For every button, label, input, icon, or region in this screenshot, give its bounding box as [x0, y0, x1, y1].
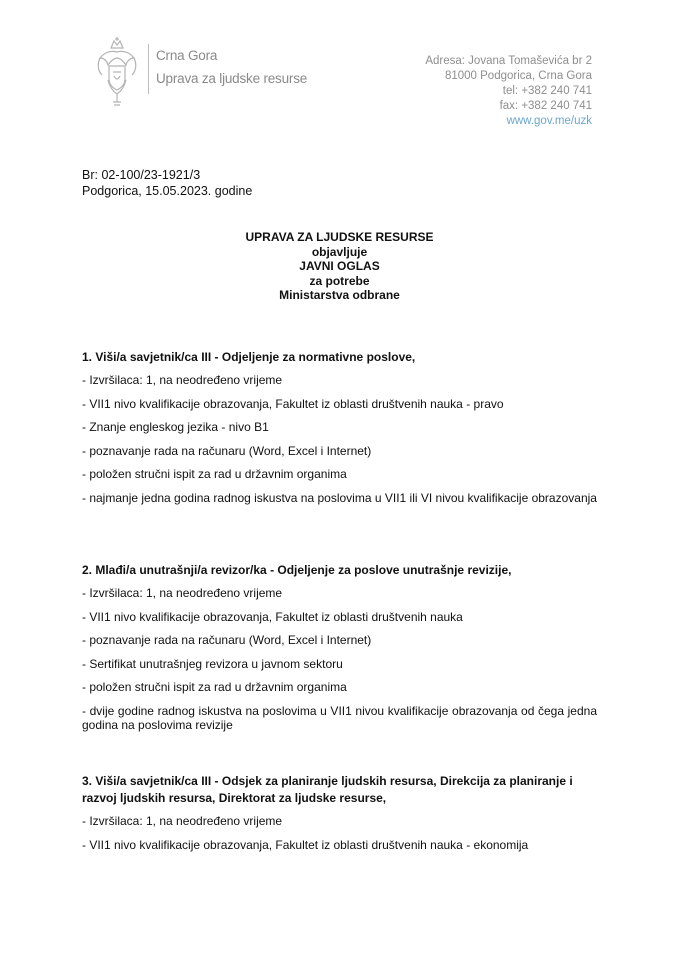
header-divider — [148, 44, 149, 94]
requirement-item: - Sertifikat unutrašnjeg revizora u javnom sektoru — [82, 656, 343, 671]
requirement-item: - VII1 nivo kvalifikacije obrazovanja, Fakultet iz oblasti društvenih nauka — [82, 609, 463, 624]
fax-line: fax: +382 240 741 — [499, 100, 592, 112]
heading-line: objavljuje — [311, 244, 368, 259]
requirement-item: - dvije godine radnog iskustva na poslovima u VII1 nivou kvalifikacije obrazovanja od čega jedna godina na poslovima revizije — [82, 703, 597, 732]
position-section-1 — [82, 349, 597, 505]
address-line: Adresa: Jovana Tomaševića br 2 — [425, 55, 592, 67]
phone-line: tel: +382 240 741 — [502, 85, 592, 97]
requirement-item: - poznavanje rada na računaru (Word, Excel i Internet) — [82, 443, 372, 458]
section-title: 3. Viši/a savjetnik/ca III - Odsjek za planiranje ljudskih resursa, Direkcija za planiranje i razvoj ljudskih resursa, Direktorat za ljudske resurse, — [82, 774, 573, 805]
org-name: Uprava za ljudske resurse — [156, 71, 308, 86]
section-title: 2. Mlađi/a unutrašnji/a revizor/ka - Odjeljenje za poslove unutrašnje revizije, — [82, 563, 512, 577]
website-link[interactable]: www.gov.me/uzk — [506, 115, 592, 127]
contact-block — [425, 54, 592, 129]
reference-number: Br: 02-100/23-1921/3 — [82, 168, 201, 182]
coat-of-arms-icon — [92, 36, 142, 108]
requirement-item: - Znanje engleskog jezika - nivo B1 — [82, 420, 269, 434]
heading-line: Ministarstva odbrane — [279, 288, 400, 302]
position-section-3 — [82, 773, 597, 852]
requirement-item: - poznavanje rada na računaru (Word, Excel i Internet) — [82, 633, 372, 647]
requirement-item: - VII1 nivo kvalifikacije obrazovanja, Fakultet iz oblasti društvenih nauka - ekonomija — [82, 837, 529, 852]
position-section-2 — [82, 562, 597, 733]
org-country: Crna Gora — [156, 48, 218, 63]
city-line: 81000 Podgorica, Crna Gora — [444, 70, 592, 82]
requirement-item: - položen stručni ispit za rad u državnim organima — [82, 467, 347, 481]
announcement-heading — [82, 230, 597, 303]
requirement-item: - položen stručni ispit za rad u državnim organima — [82, 680, 347, 694]
requirement-item: - najmanje jedna godina radnog iskustva na poslovima u VII1 ili VI nivou kvalifikacije obrazovanja — [82, 490, 597, 505]
reference-block — [82, 167, 252, 199]
requirement-item: - Izvršilaca: 1, na neodređeno vrijeme — [82, 586, 283, 600]
heading-line: JAVNI OGLAS — [299, 259, 380, 273]
heading-line: UPRAVA ZA LJUDSKE RESURSE — [245, 230, 434, 244]
place-date: Podgorica, 15.05.2023. godine — [82, 184, 253, 198]
section-title: 1. Viši/a savjetnik/ca III - Odjeljenje za normativne poslove, — [82, 350, 416, 364]
requirement-item: - VII1 nivo kvalifikacije obrazovanja, Fakultet iz oblasti društvenih nauka - pravo — [82, 396, 504, 411]
requirement-item: - Izvršilaca: 1, na neodređeno vrijeme — [82, 814, 283, 828]
heading-line: za potrebe — [309, 273, 370, 288]
requirement-item: - Izvršilaca: 1, na neodređeno vrijeme — [82, 373, 283, 387]
